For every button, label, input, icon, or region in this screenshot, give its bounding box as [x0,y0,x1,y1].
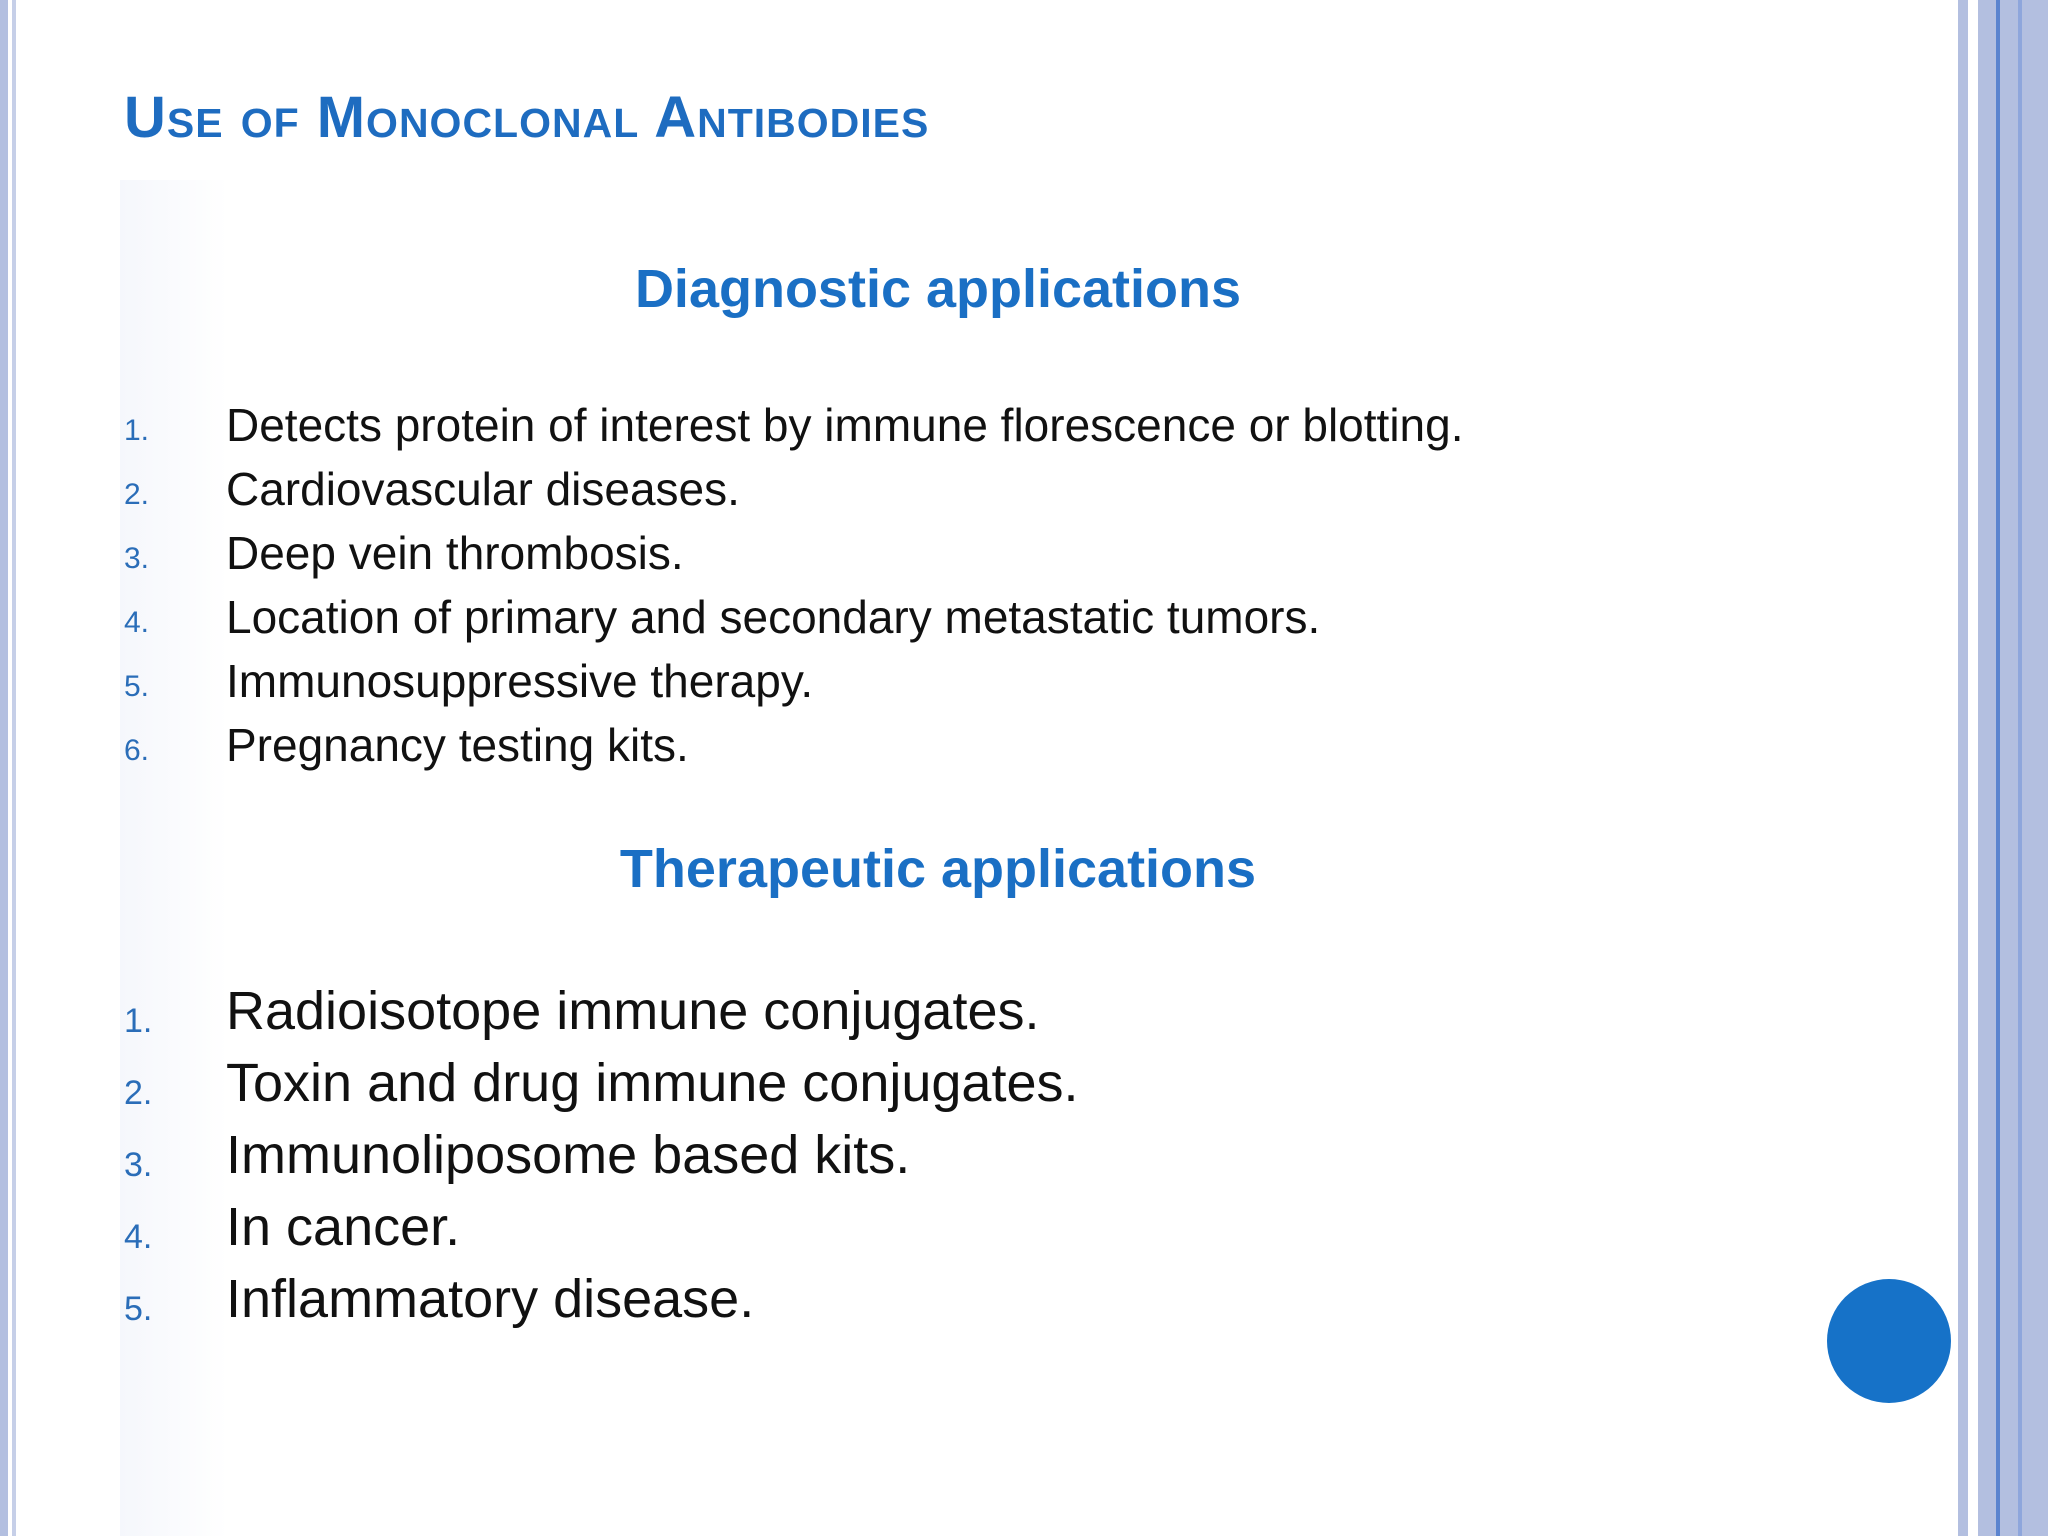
list-number: 2. [124,478,150,511]
list-text: Deep vein thrombosis. [226,527,684,579]
list-text: Pregnancy testing kits. [226,719,689,771]
list-number: 5. [124,1290,153,1328]
therapeutic-heading: Therapeutic applications [619,839,1257,899]
list-text: Detects protein of interest by immune florescence or blotting. [226,399,1464,451]
list-number: 1. [124,1002,153,1040]
list-text: Cardiovascular diseases. [226,463,740,515]
list-number: 4. [124,1218,153,1256]
right-border-stripe [1996,0,2000,1536]
list-number: 3. [124,542,150,575]
list-number: 5. [124,670,150,703]
list-text: Toxin and drug immune conjugates. [226,1053,1079,1113]
list-number: 3. [124,1146,153,1184]
list-number: 2. [124,1074,153,1112]
decorative-circle-icon [1827,1279,1951,1403]
list-text: Immunoliposome based kits. [226,1125,911,1185]
slide-title: Use of Monoclonal Antibodies [124,85,930,150]
list-number: 4. [124,606,150,639]
right-border-stripe-light [2018,0,2022,1536]
list-text: Inflammatory disease. [226,1269,755,1329]
list-number: 6. [124,734,150,767]
diagnostic-heading: Diagnostic applications [634,259,1242,319]
list-number: 1. [124,414,150,447]
list-text: Location of primary and secondary metastatic tumors. [226,591,1321,643]
right-border-line [1958,0,1968,1536]
list-text: Immunosuppressive therapy. [226,655,814,707]
list-text: Radioisotope immune conjugates. [226,981,1040,1041]
left-border-line [0,0,8,1536]
right-border-band [1978,0,2048,1536]
list-text: In cancer. [226,1197,461,1257]
left-border-line-inner [12,0,16,1536]
